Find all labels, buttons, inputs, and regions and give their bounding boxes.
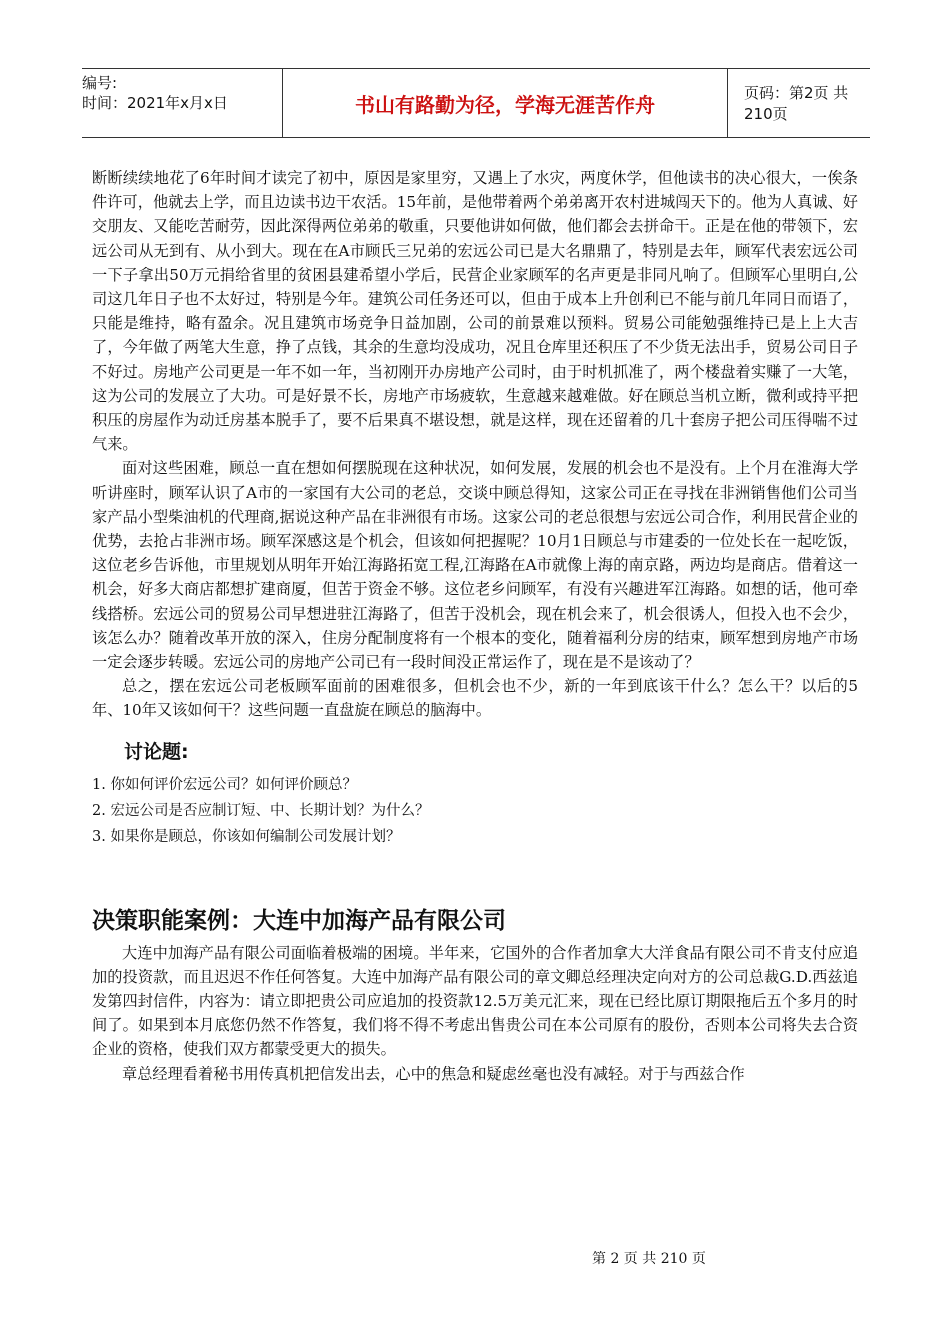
header-page-number: 页码：第2页 共210页 (744, 84, 849, 123)
header-meta (82, 69, 282, 137)
discussion-question-list (92, 772, 858, 850)
body-paragraph: 断断续续地花了6年时间才读完了初中，原因是家里穷，又遇上了水灾，两度休学，但他读书的决心很大，一俟条件许可，他就去上学，而且边读书边干农活。15年前，是他带着两个弟弟离开农村进城闯天下的。他为人真诚、好交朋友、又能吃苦耐劳，因此深得两位弟弟的敬重，只要他讲如何做，他们都会去拼命干。正是在他的带领下，宏远公司从无到有、从小到大。现在在A市顾氏三兄弟的宏远公司已是大名鼎鼎了，特别是去年，顾军代表宏远公司一下子拿出50万元捐给省里的贫困县建希望小学后，民营企业家顾军的名声更是非同凡响了。但顾军心里明白,公司这几年日子也不太好过，特别是今年。建筑公司任务还可以，但由于成本上升创利已不能与前几年同日而语了，只能是维持，略有盈余。况且建筑市场竞争日益加剧，公司的前景难以预料。贸易公司能勉强维持已是上上大吉了，今年做了两笔大生意，挣了点钱，其余的生意均没成功，况且仓库里还积压了不少货无法出手，贸易公司日子不好过。房地产公司更是一年不如一年，当初刚开办房地产公司时，由于时机抓准了，两个楼盘着实赚了一大笔，这为公司的发展立了大功。可是好景不长，房地产市场疲软，生意越来越难做。好在顾总当机立断，微利或持平把积压的房屋作为动迁房基本脱手了，要不后果真不堪设想，就是这样，现在还留着的几十套房子把公司压得喘不过气来。 (92, 169, 858, 454)
discussion-question: 1. 你如何评价宏远公司？如何评价顾总？ (92, 776, 357, 793)
body-paragraph: 面对这些困难，顾总一直在想如何摆脱现在这种状况，如何发展，发展的机会也不是没有。上个月在淮海大学听讲座时，顾军认识了A市的一家国有大公司的老总，交谈中顾总得知，这家公司正在寻找在非洲销售他们公司当家产品小型柴油机的代理商,据说这种产品在非洲很有市场。这家公司的老总很想与宏远公司合作，利用民营企业的优势，去抢占非洲市场。顾军深感这是个机会，但该如何把握呢？10月1日顾总与市建委的一位处长在一起吃饭，这位老乡告诉他，市里规划从明年开始江海路拓宽工程,江海路在A市就像上海的南京路，两边均是商店。借着这一机会，好多大商店都想扩建商厦，但苦于资金不够。这位老乡问顾军，有没有兴趣进军江海路。如想的话，他可牵线搭桥。宏远公司的贸易公司早想进驻江海路了，但苦于没机会，现在机会来了，机会很诱人，但投入也不会少，该怎么办？随着改革开放的深入，住房分配制度将有一个根本的变化，随着福利分房的结束，顾军想到房地产市场一定会逐步转暖。宏远公司的房地产公司已有一段时间没正常运作了，现在是不是该动了？ (92, 459, 858, 672)
discussion-question: 3. 如果你是顾总，你该如何编制公司发展计划？ (92, 828, 401, 845)
discussion-question: 2. 宏远公司是否应制订短、中、长期计划？为什么？ (92, 802, 430, 819)
header-motto: 书山有路勤为径，学海无涯苦作舟 (282, 69, 728, 137)
page-header (82, 68, 870, 138)
document-body (92, 166, 858, 1086)
body-paragraph: 总之，摆在宏远公司老板顾军面前的困难很多，但机会也不少，新的一年到底该干什么？怎么干？以后的5年、10年又该如何干？这些问题一直盘旋在顾总的脑海中。 (92, 677, 858, 720)
body-paragraph: 章总经理看着秘书用传真机把信发出去，心中的焦急和疑虑丝毫也没有减轻。对于与西兹合作 (122, 1064, 745, 1083)
case-section-title: 决策职能案例：大连中加海产品有限公司 (92, 907, 506, 934)
document-date-label: 时间：2021年x月x日 (82, 94, 228, 112)
document-number-label: 编号: (82, 74, 118, 92)
page-footer: 第 2 页 共 210 页 (592, 1251, 706, 1267)
body-paragraph: 大连中加海产品有限公司面临着极端的困境。半年来，它国外的合作者加拿大大洋食品有限公司不肯支付应追加的投资款，而且迟迟不作任何答复。大连中加海产品有限公司的章文卿总经理决定向对方的公司总裁G.D.西兹追发第四封信件，内容为：请立即把贵公司应追加的投资款12.5万美元汇来，现在已经比原订期限拖后五个多月的时间了。如果到本月底您仍然不作答复，我们将不得不考虑出售贵公司在本公司原有的股份，否则本公司将失去合资企业的资格，使我们双方都蒙受更大的损失。 (92, 943, 858, 1059)
discussion-title: 讨论题: (124, 740, 189, 763)
